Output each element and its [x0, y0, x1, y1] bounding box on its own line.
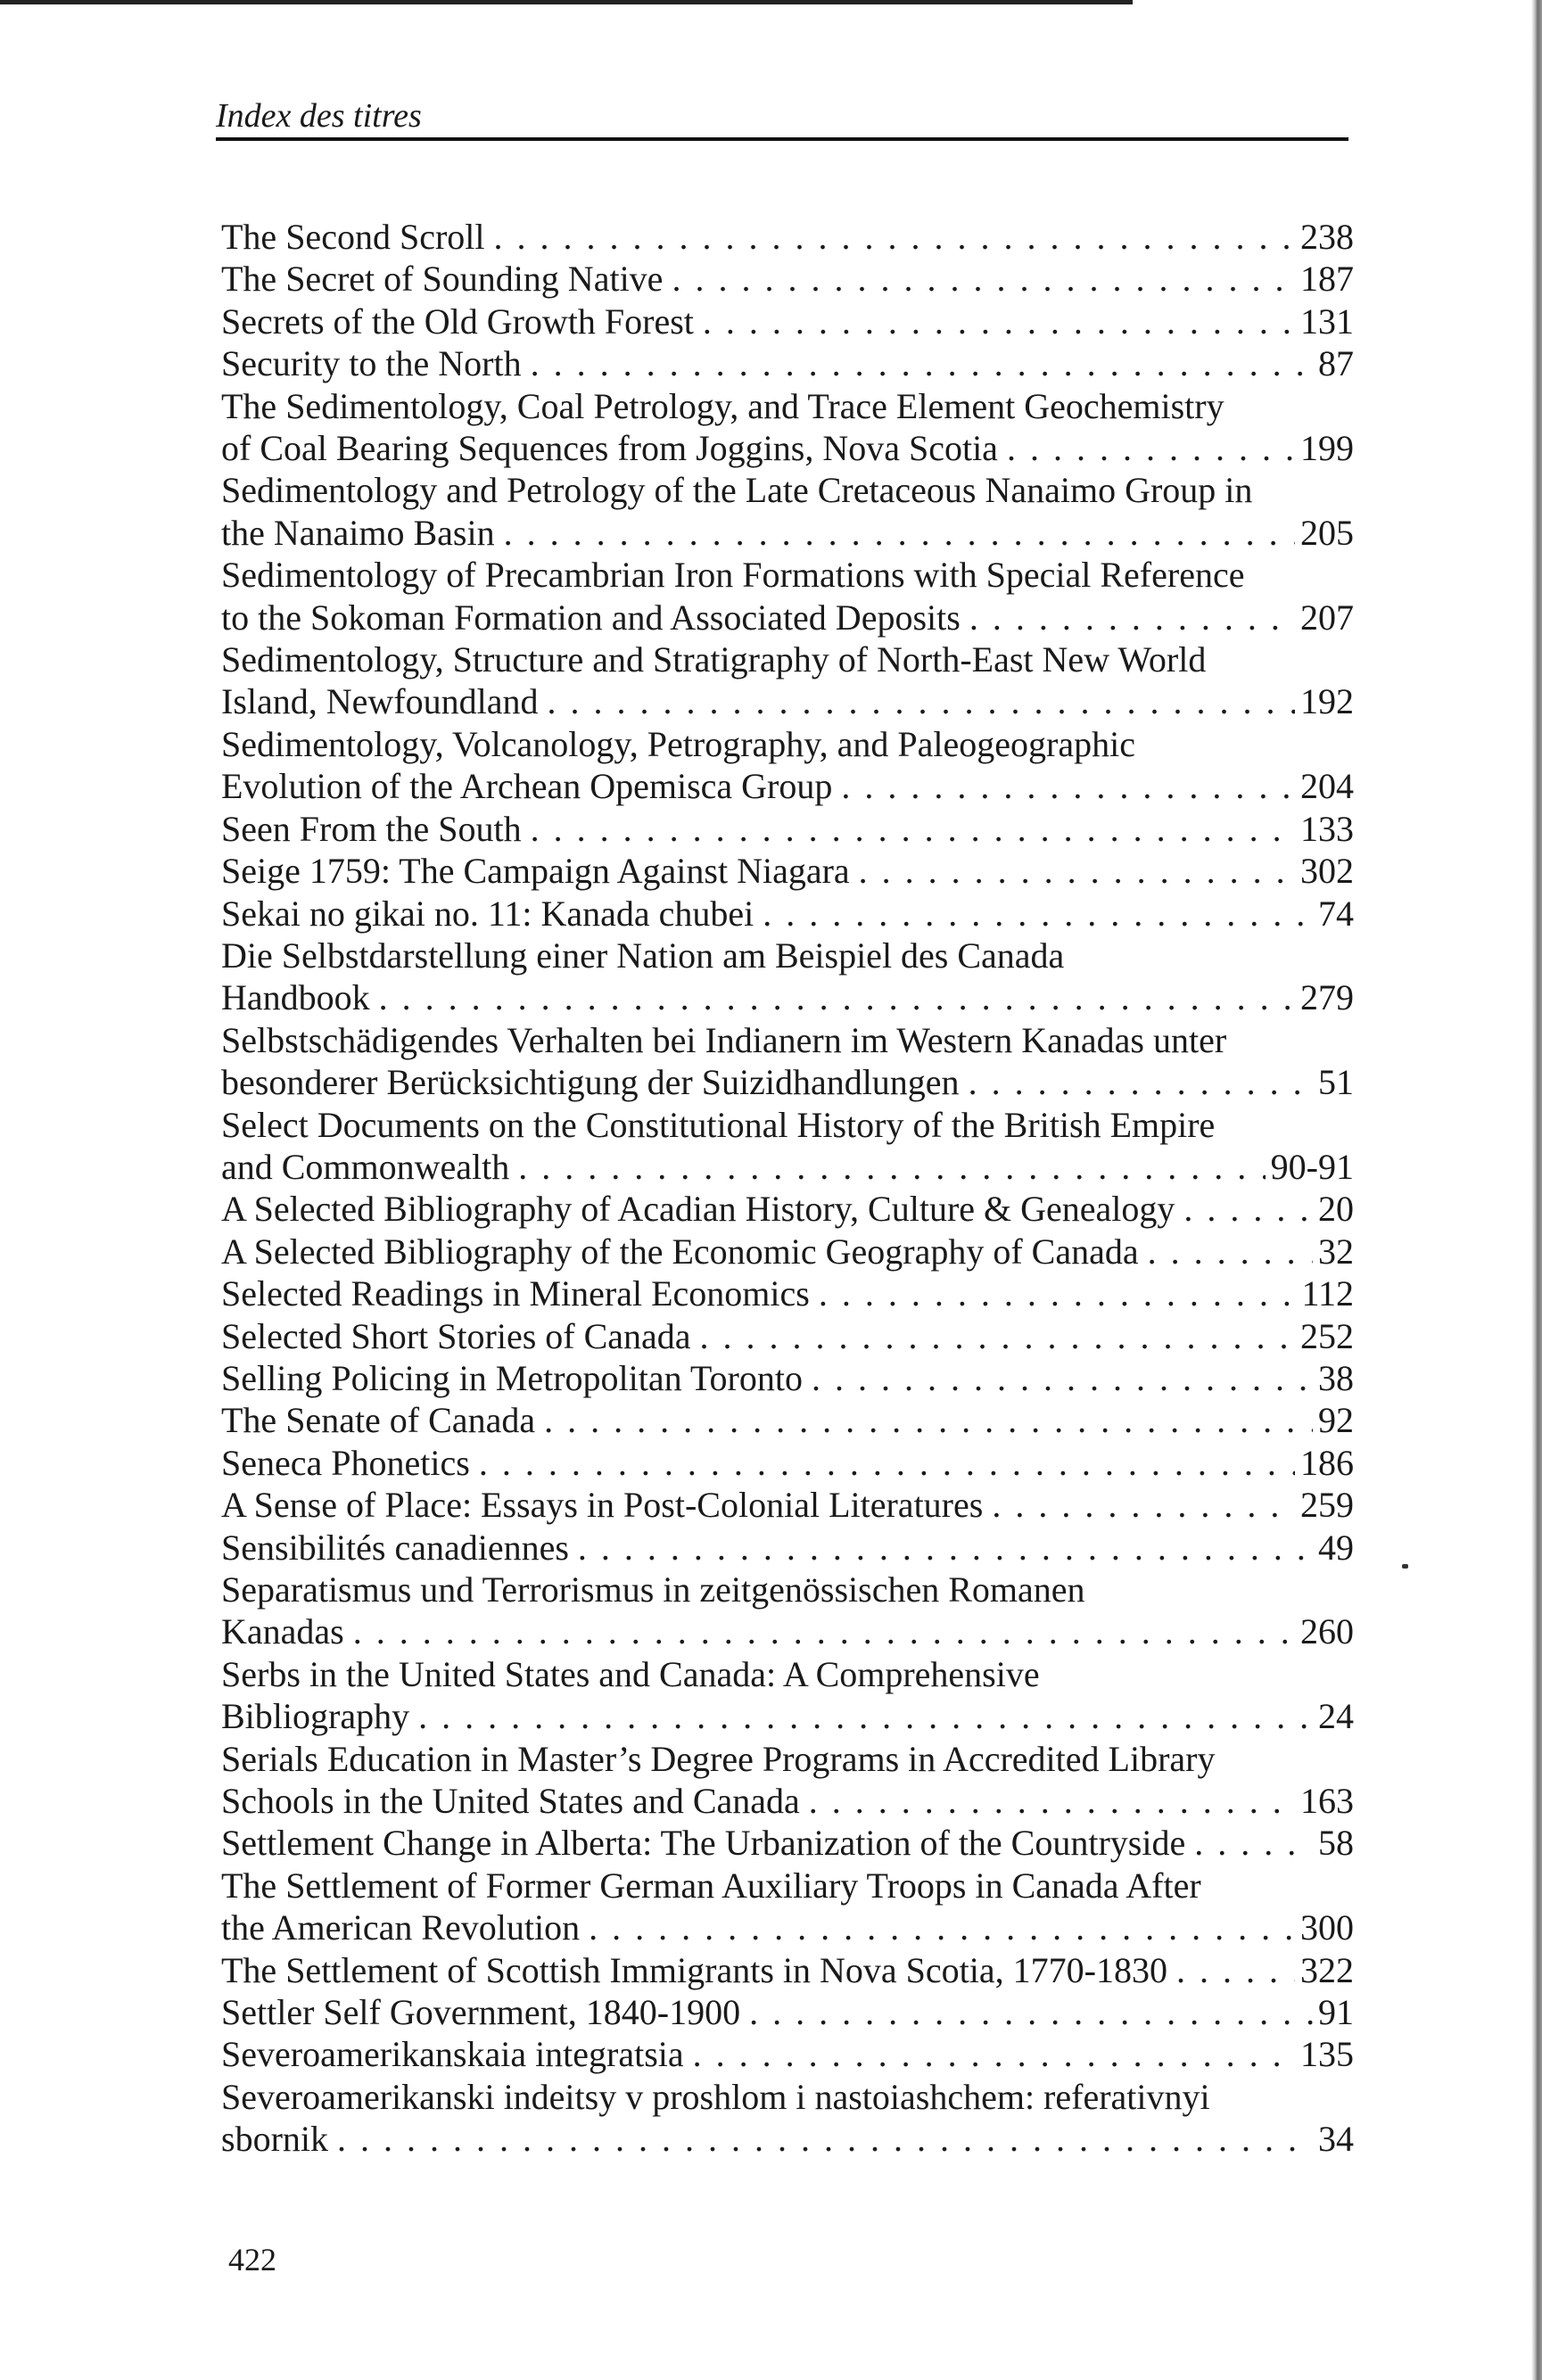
entry-page-number: 74 [1318, 893, 1354, 934]
entry-page-number: 90-91 [1270, 1146, 1354, 1187]
index-entry [221, 1019, 1354, 1104]
page-number: 422 [228, 2242, 276, 2277]
entry-page-number: 58 [1318, 1823, 1354, 1864]
entry-page-number: 322 [1300, 1949, 1354, 1990]
scan-speck [1402, 1564, 1408, 1569]
dot-leader [1007, 427, 1295, 469]
index-entry [221, 216, 1354, 258]
scan-right-edge [1531, 0, 1542, 2380]
index-entry [221, 808, 1354, 850]
entry-page-number: 252 [1300, 1315, 1354, 1356]
entry-page-number: 204 [1300, 766, 1354, 807]
entry-last-line [221, 680, 1354, 722]
dot-leader [547, 680, 1295, 722]
entry-title-line: Seen From the South [221, 808, 522, 849]
index-entry [221, 1442, 1354, 1484]
index-entry [221, 1231, 1354, 1272]
entry-title-line: Evolution of the Archean Opemisca Group [221, 766, 833, 807]
entry-last-line [221, 1061, 1354, 1103]
entry-title-line: Settlement Change in Alberta: The Urbanization of the Countryside [221, 1823, 1186, 1864]
entry-title-line: Kanadas [221, 1611, 344, 1652]
entry-last-line [221, 893, 1354, 935]
entry-title-line: besonderer Berücksichtigung der Suizidhandlungen [221, 1062, 960, 1103]
dot-leader [479, 1442, 1295, 1484]
index-entry [221, 1272, 1354, 1314]
entry-page-number: 87 [1318, 343, 1354, 384]
entry-last-line [221, 2118, 1354, 2160]
entry-last-line [221, 850, 1354, 892]
entry-page-number: 91 [1318, 1992, 1354, 2033]
entry-last-line [221, 1906, 1354, 1948]
entry-page-number: 34 [1318, 2119, 1354, 2160]
index-entry [221, 850, 1354, 892]
entry-title-line: of Coal Bearing Sequences from Joggins, Nova Scotia [221, 428, 998, 469]
dot-leader [992, 1484, 1295, 1526]
dot-leader [809, 1780, 1295, 1822]
index-entry [221, 2076, 1354, 2161]
entry-page-number: 92 [1318, 1400, 1354, 1441]
index-entry [221, 1527, 1354, 1569]
entry-page-number: 300 [1300, 1907, 1354, 1948]
entry-last-line [221, 1357, 1354, 1399]
entry-title-line: Secrets of the Old Growth Forest [221, 301, 694, 342]
dot-leader [969, 1061, 1313, 1103]
entry-last-line [221, 1484, 1354, 1526]
entry-title-line: Selected Readings in Mineral Economics [221, 1273, 810, 1314]
dot-leader [672, 258, 1295, 300]
index-entry [221, 1949, 1354, 1991]
index-entry [221, 723, 1354, 808]
entry-page-number: 38 [1318, 1357, 1354, 1398]
entry-page-number: 49 [1318, 1527, 1354, 1568]
entry-last-line [221, 301, 1354, 342]
entry-page-number: 32 [1318, 1231, 1354, 1272]
entry-title-line: Seneca Phonetics [221, 1442, 470, 1483]
entry-page-number: 135 [1300, 2034, 1354, 2075]
dot-leader [819, 1272, 1297, 1314]
dot-leader [1148, 1231, 1313, 1272]
index-entry [221, 1569, 1354, 1653]
entry-page-number: 20 [1318, 1189, 1354, 1230]
entry-title-line: Serials Education in Master’s Degree Programs in Accredited Library [221, 1738, 1216, 1779]
entry-page-number: 131 [1300, 301, 1354, 342]
entry-page-number: 259 [1300, 1485, 1354, 1526]
entry-page-number: 133 [1300, 808, 1354, 849]
index-entry [221, 1484, 1354, 1526]
entry-last-line [221, 765, 1354, 807]
index-entry [221, 554, 1354, 638]
entry-page-number: 205 [1300, 512, 1354, 553]
entry-last-line [221, 1822, 1354, 1864]
entry-title-line: A Selected Bibliography of Acadian History, Culture & Genealogy [221, 1189, 1175, 1230]
index-entry [221, 1104, 1354, 1189]
index-entry [221, 2033, 1354, 2075]
entry-title-line: Settler Self Government, 1840-1900 [221, 1992, 741, 2033]
entry-last-line [221, 1146, 1354, 1188]
entry-last-line [221, 1949, 1354, 1991]
entry-title-line: Sedimentology, Structure and Stratigraphy of North-East New World [221, 639, 1207, 680]
scan-top-edge [0, 0, 1133, 4]
entry-last-line [221, 976, 1354, 1018]
entry-title-line: Security to the North [221, 343, 522, 384]
entry-title-line: A Selected Bibliography of the Economic Geography of Canada [221, 1231, 1139, 1272]
entry-title-line: Sekai no gikai no. 11: Kanada chubei [221, 893, 755, 934]
index-entry [221, 1315, 1354, 1357]
entry-title-line: Serbs in the United States and Canada: A Comprehensive [221, 1653, 1040, 1694]
entry-last-line [221, 597, 1354, 638]
index-entry [221, 1822, 1354, 1864]
entry-last-line [221, 1527, 1354, 1569]
index-entry [221, 1738, 1354, 1823]
entry-last-line [221, 1695, 1354, 1737]
dot-leader [418, 1695, 1313, 1737]
dot-leader [379, 976, 1295, 1018]
entry-title-line: Sedimentology, Volcanology, Petrography, and Paleogeographic [221, 723, 1135, 764]
entry-title-line: Select Documents on the Constitutional History of the British Empire [221, 1104, 1216, 1145]
entry-title-line: Sedimentology of Precambrian Iron Formations with Special Reference [221, 555, 1245, 596]
entry-title-line: to the Sokoman Formation and Associated Deposits [221, 597, 961, 638]
dot-leader [693, 2033, 1295, 2075]
dot-leader [703, 301, 1295, 342]
entry-page-number: 51 [1318, 1062, 1354, 1103]
dot-leader [504, 512, 1295, 554]
entry-last-line [221, 342, 1354, 384]
dot-leader [518, 1146, 1265, 1188]
entry-last-line [221, 1610, 1354, 1652]
entry-last-line [221, 1991, 1354, 2033]
entry-page-number: 187 [1300, 259, 1354, 300]
entry-page-number: 207 [1300, 597, 1354, 638]
dot-leader [763, 893, 1313, 935]
entry-page-number: 186 [1300, 1442, 1354, 1483]
dot-leader [700, 1315, 1295, 1357]
running-head-rule [216, 137, 1348, 141]
title-index-list [221, 216, 1354, 2161]
entry-title-line: Seige 1759: The Campaign Against Niagara [221, 851, 850, 892]
entry-last-line [221, 512, 1354, 554]
entry-last-line [221, 258, 1354, 300]
index-entry [221, 935, 1354, 1019]
entry-title-line: The Senate of Canada [221, 1400, 536, 1441]
dot-leader [1176, 1949, 1295, 1991]
entry-page-number: 24 [1318, 1696, 1354, 1737]
dot-leader [353, 1610, 1295, 1652]
entry-last-line [221, 1442, 1354, 1484]
index-entry [221, 469, 1354, 554]
entry-title-line: and Commonwealth [221, 1146, 510, 1187]
dot-leader [1194, 1822, 1313, 1864]
dot-leader [749, 1991, 1313, 2033]
entry-last-line [221, 1399, 1354, 1441]
entry-page-number: 199 [1300, 428, 1354, 469]
index-entry [221, 638, 1354, 723]
entry-last-line [221, 216, 1354, 258]
dot-leader [812, 1357, 1313, 1399]
entry-title-line: the Nanaimo Basin [221, 512, 495, 553]
entry-last-line [221, 2033, 1354, 2075]
entry-last-line [221, 427, 1354, 469]
dot-leader [589, 1906, 1295, 1948]
dot-leader [841, 765, 1295, 807]
dot-leader [578, 1527, 1313, 1569]
index-entry [221, 258, 1354, 300]
entry-last-line [221, 1272, 1354, 1314]
index-entry [221, 1865, 1354, 1949]
entry-last-line [221, 1315, 1354, 1357]
entry-title-line: Sensibilités canadiennes [221, 1527, 569, 1568]
entry-title-line: The Settlement of Former German Auxiliary Troops in Canada After [221, 1865, 1201, 1906]
entry-title-line: Selling Policing in Metropolitan Toronto [221, 1357, 803, 1398]
dot-leader [969, 597, 1295, 638]
entry-page-number: 279 [1300, 977, 1354, 1018]
index-entry [221, 385, 1354, 470]
index-entry [221, 342, 1354, 384]
index-entry [221, 1991, 1354, 2033]
entry-page-number: 112 [1301, 1273, 1354, 1314]
entry-title-line: sbornik [221, 2119, 328, 2160]
entry-title-line: The Secret of Sounding Native [221, 259, 664, 300]
dot-leader [544, 1399, 1313, 1441]
dot-leader [531, 342, 1313, 384]
entry-title-line: Die Selbstdarstellung einer Nation am Beispiel des Canada [221, 935, 1065, 976]
index-entry [221, 1188, 1354, 1230]
dot-leader [494, 216, 1296, 258]
entry-title-line: Separatismus und Terrorismus in zeitgenössischen Romanen [221, 1569, 1085, 1610]
running-head: Index des titres [216, 97, 422, 135]
entry-last-line [221, 808, 1354, 850]
index-entry [221, 301, 1354, 342]
entry-page-number: 302 [1300, 851, 1354, 892]
entry-title-line: Handbook [221, 977, 370, 1018]
entry-last-line [221, 1780, 1354, 1822]
entry-title-line: Severoamerikanskaia integratsia [221, 2034, 684, 2075]
entry-title-line: A Sense of Place: Essays in Post-Colonial Literatures [221, 1485, 984, 1526]
dot-leader [859, 850, 1295, 892]
entry-title-line: Island, Newfoundland [221, 681, 539, 722]
entry-title-line: the American Revolution [221, 1907, 581, 1948]
entry-page-number: 192 [1300, 681, 1354, 722]
entry-page-number: 163 [1300, 1781, 1354, 1822]
index-entry [221, 893, 1354, 935]
entry-last-line [221, 1231, 1354, 1272]
entry-title-line: Severoamerikanski indeitsy v proshlom i nastoiashchem: referativnyi [221, 2076, 1210, 2117]
dot-leader [1183, 1188, 1313, 1230]
index-entry [221, 1653, 1354, 1738]
entry-title-line: Schools in the United States and Canada [221, 1781, 800, 1822]
entry-page-number: 238 [1300, 217, 1354, 257]
entry-last-line [221, 1188, 1354, 1230]
index-entry [221, 1357, 1354, 1399]
entry-title-line: Selbstschädigendes Verhalten bei Indianern im Western Kanadas unter [221, 1019, 1227, 1060]
index-entry [221, 1399, 1354, 1441]
dot-leader [531, 808, 1295, 850]
entry-title-line: The Second Scroll [221, 217, 485, 257]
entry-page-number: 260 [1300, 1611, 1354, 1652]
entry-title-line: The Sedimentology, Coal Petrology, and Trace Element Geochemistry [221, 385, 1225, 426]
entry-title-line: The Settlement of Scottish Immigrants in Nova Scotia, 1770-1830 [221, 1949, 1167, 1990]
entry-title-line: Sedimentology and Petrology of the Late Cretaceous Nanaimo Group in [221, 470, 1253, 511]
entry-title-line: Bibliography [221, 1696, 410, 1737]
dot-leader [337, 2118, 1313, 2160]
entry-title-line: Selected Short Stories of Canada [221, 1315, 691, 1356]
